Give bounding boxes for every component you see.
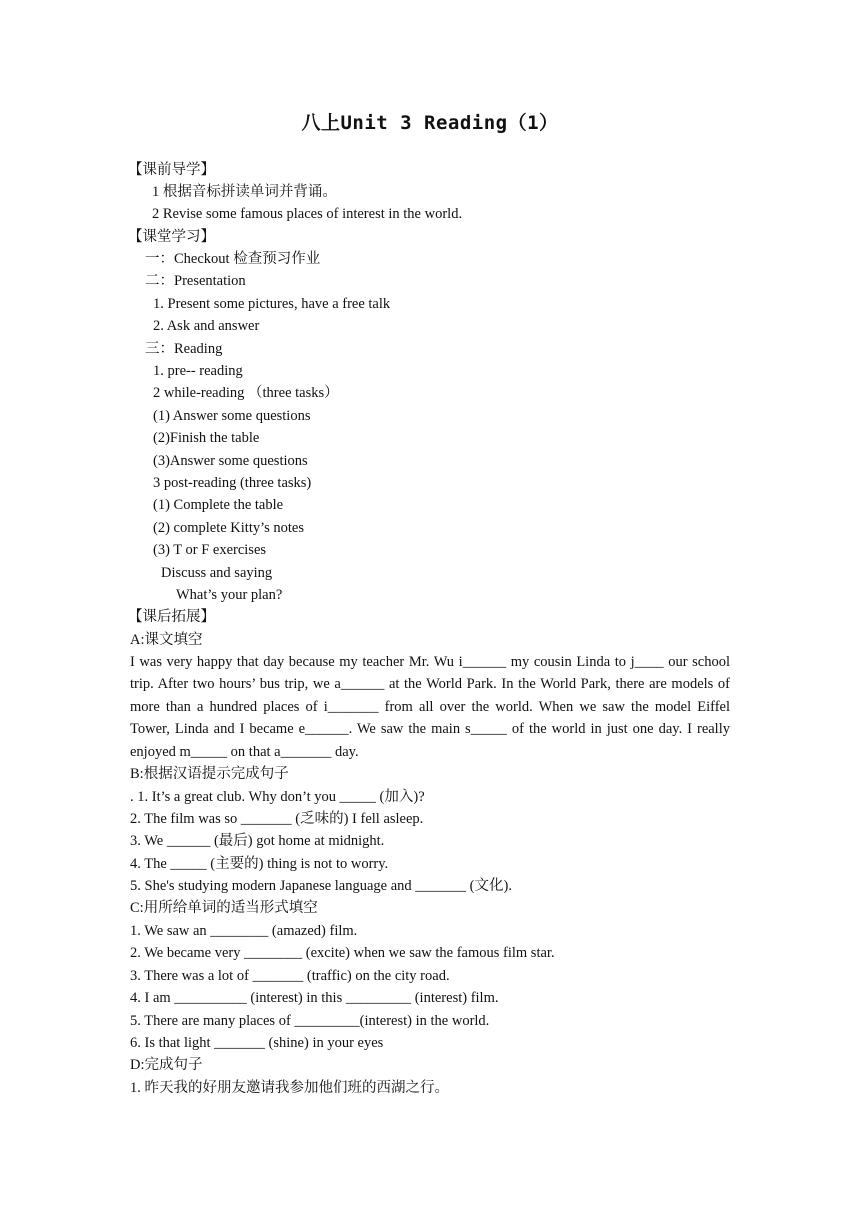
part-c-item-3: 3. There was a lot of _______ (traffic) on the city road. (130, 968, 450, 984)
part-d-title: D:完成句子 (130, 1057, 203, 1073)
part-c-item-6: 6. Is that light _______ (shine) in your eyes (130, 1035, 384, 1051)
pre-class-item-2: 2 Revise some famous places of interest in the world. (152, 206, 463, 222)
part-b-item-5: 5. She's studying modern Japanese language and _______ (文化). (130, 878, 512, 894)
pre-class-heading: 【课前导学】 (128, 162, 215, 178)
reading-item-3: (1) Answer some questions (153, 408, 311, 424)
reading-item-6: 3 post-reading (three tasks) (153, 475, 312, 491)
section-reading: 三：Reading (145, 341, 223, 357)
part-c-item-1: 1. We saw an ________ (amazed) film. (130, 923, 358, 939)
page-title: 八上Unit 3 Reading（1） (301, 112, 559, 134)
in-class-heading: 【课堂学习】 (128, 229, 215, 245)
section-checkout: 一：Checkout 检查预习作业 (145, 251, 321, 267)
part-a-paragraph: I was very happy that day because my teacher Mr. Wu i______ my cousin Linda to j____ our school trip. After two hours’ bus trip, we a______ at the World Park. In the World Park, there are models of more than a hundred places of i_______ from all over the world. When we saw the model Eiffel Tower, Linda and I became e______. We saw the main s_____ of the world in just one day. I really enjoyed m_____ on that a_______ day. (130, 654, 730, 760)
part-b-item-2: 2. The film was so _______ (乏味的) I fell asleep. (130, 811, 424, 827)
part-d-item-1: 1. 昨天我的好朋友邀请我参加他们班的西湖之行。 (130, 1080, 449, 1096)
presentation-item-2: 2. Ask and answer (153, 318, 260, 334)
discuss-line: Discuss and saying (161, 565, 273, 581)
reading-item-7: (1) Complete the table (153, 497, 284, 513)
reading-item-1: 1. pre-- reading (153, 363, 243, 379)
pre-class-item-1: 1 根据音标拼读单词并背诵。 (152, 184, 337, 200)
reading-item-4: (2)Finish the table (153, 430, 260, 446)
part-b-item-4: 4. The _____ (主要的) thing is not to worry. (130, 856, 389, 872)
part-c-title: C:用所给单词的适当形式填空 (130, 900, 318, 916)
part-c-item-2: 2. We became very ________ (excite) when we saw the famous film star. (130, 945, 555, 961)
part-b-item-1: . 1. It’s a great club. Why don’t you _____ (加入)? (130, 789, 425, 805)
presentation-item-1: 1. Present some pictures, have a free talk (153, 296, 391, 312)
part-c-item-5: 5. There are many places of _________(interest) in the world. (130, 1013, 490, 1029)
plan-line: What’s your plan? (176, 587, 283, 603)
after-class-heading: 【课后拓展】 (128, 609, 215, 625)
part-b-item-3: 3. We ______ (最后) got home at midnight. (130, 833, 385, 849)
reading-item-8: (2) complete Kitty’s notes (153, 520, 305, 536)
reading-item-5: (3)Answer some questions (153, 453, 308, 469)
reading-item-9: (3) T or F exercises (153, 542, 267, 558)
reading-item-2: 2 while-reading （three tasks） (153, 385, 339, 401)
section-presentation: 二：Presentation (145, 273, 246, 289)
part-b-title: B:根据汉语提示完成句子 (130, 766, 289, 782)
part-c-item-4: 4. I am __________ (interest) in this _________ (interest) film. (130, 990, 499, 1006)
part-a-title: A:课文填空 (130, 632, 203, 648)
